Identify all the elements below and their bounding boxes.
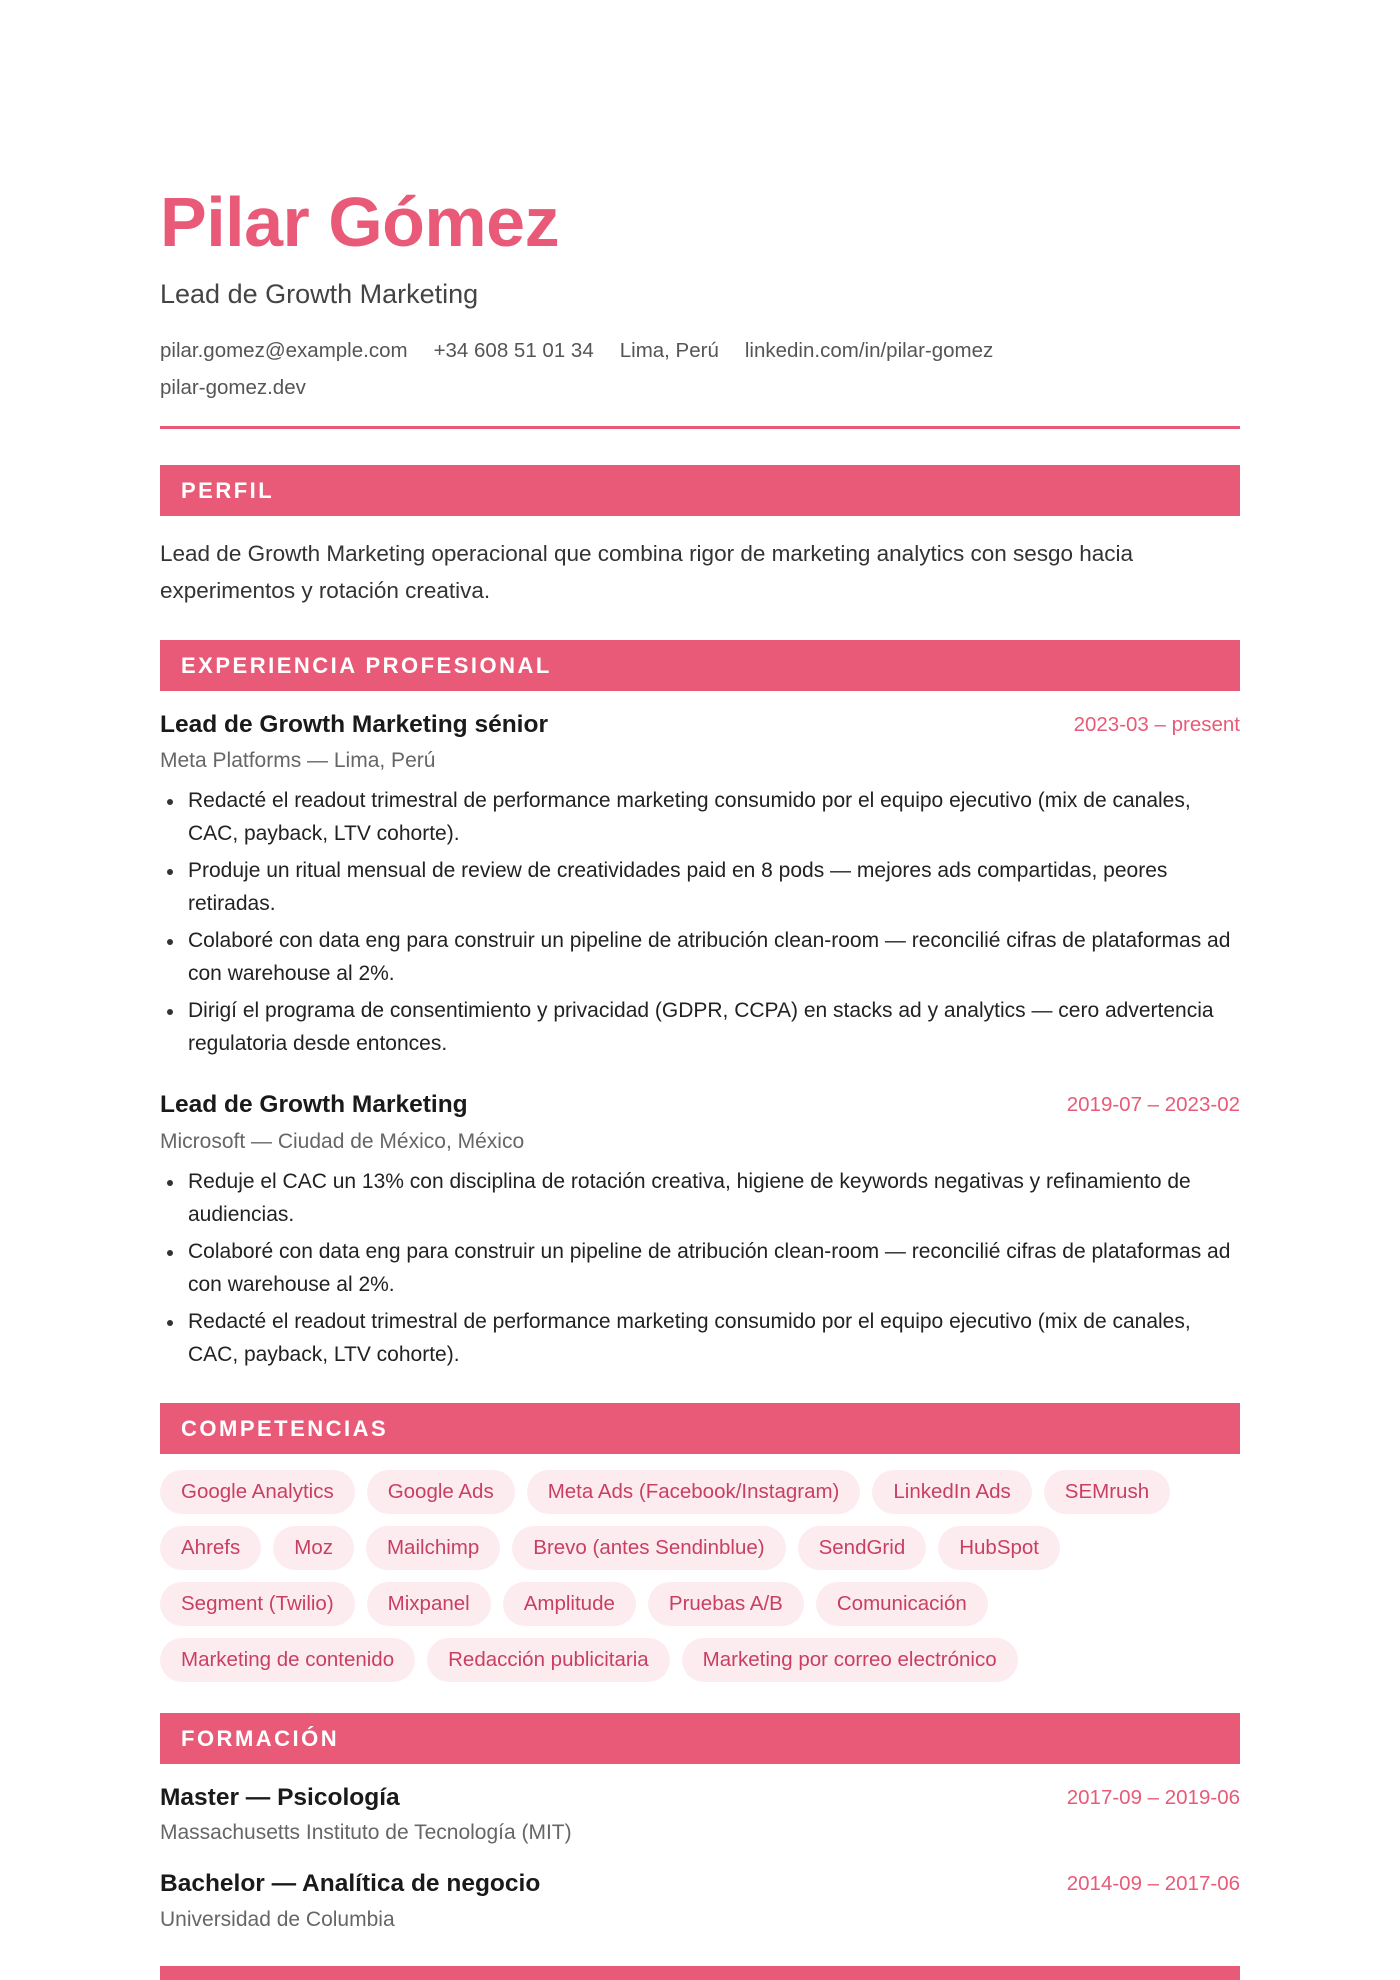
education-school: Universidad de Columbia (160, 1908, 395, 1931)
candidate-name: Pilar Gómez (160, 183, 560, 261)
next-section-bar (160, 1966, 1240, 1980)
job-bullets (160, 785, 1240, 1065)
section-header-profile: PERFIL (160, 465, 1240, 516)
skill-chip: Meta Ads (Facebook/Instagram) (527, 1470, 861, 1514)
job-title: Lead de Growth Marketing (160, 1091, 468, 1118)
section-header-experience: EXPERIENCIA PROFESIONAL (160, 640, 1240, 691)
skill-chip: Pruebas A/B (648, 1582, 804, 1626)
header-divider (160, 426, 1240, 429)
section-header-skills: COMPETENCIAS (160, 1403, 1240, 1454)
contact-list (160, 332, 1240, 406)
section-header-education: FORMACIÓN (160, 1713, 1240, 1764)
job-dates: 2019-07 – 2023-02 (1066, 1093, 1240, 1116)
skill-chip: Amplitude (503, 1582, 636, 1626)
skill-chip: Ahrefs (160, 1526, 261, 1570)
skill-chip: SEMrush (1044, 1470, 1170, 1514)
candidate-role: Lead de Growth Marketing (160, 279, 479, 309)
job-dates: 2023-03 – present (1073, 713, 1240, 736)
job-bullet: Redacté el readout trimestral de performance marketing consumido por el equipo ejecutivo (mix de canales, CAC, payback, LTV cohorte). (188, 785, 1240, 850)
skill-chip: Moz (273, 1526, 354, 1570)
job-bullets (160, 1166, 1240, 1376)
job-bullet: Redacté el readout trimestral de performance marketing consumido por el equipo ejecutivo (mix de canales, CAC, payback, LTV cohorte). (188, 1306, 1240, 1371)
skill-chip: Redacción publicitaria (427, 1638, 670, 1682)
education-school: Massachusetts Instituto de Tecnología (MIT) (160, 1821, 572, 1844)
education-dates: 2017-09 – 2019-06 (1066, 1786, 1240, 1809)
skills-list (160, 1470, 1240, 1682)
skill-chip: Marketing de contenido (160, 1638, 415, 1682)
contact-email[interactable]: pilar.gomez@example.com (160, 339, 408, 362)
job-company: Meta Platforms — Lima, Perú (160, 749, 436, 772)
skill-chip: Brevo (antes Sendinblue) (512, 1526, 785, 1570)
education-degree: Master — Psicología (160, 1784, 400, 1811)
skill-chip: Mailchimp (366, 1526, 500, 1570)
contact-phone[interactable]: +34 608 51 01 34 (433, 339, 594, 362)
contact-linkedin[interactable]: linkedin.com/in/pilar-gomez (744, 339, 994, 362)
job-bullet: Produje un ritual mensual de review de creatividades paid en 8 pods — mejores ads compartidas, peores retiradas. (188, 855, 1240, 920)
contact-location: Lima, Perú (619, 339, 719, 362)
education-dates: 2014-09 – 2017-06 (1066, 1872, 1240, 1895)
skill-chip: Marketing por correo electrónico (682, 1638, 1018, 1682)
skill-chip: HubSpot (938, 1526, 1060, 1570)
skill-chip: Google Ads (367, 1470, 515, 1514)
skill-chip: LinkedIn Ads (872, 1470, 1031, 1514)
education-degree: Bachelor — Analítica de negocio (160, 1870, 541, 1897)
job-bullet: Reduje el CAC un 13% con disciplina de rotación creativa, higiene de keywords negativas y refinamiento de audiencias. (188, 1166, 1240, 1231)
profile-summary: Lead de Growth Marketing operacional que combina rigor de marketing analytics con sesgo hacia experimentos y rotación creativa. (160, 541, 1134, 603)
job-title: Lead de Growth Marketing sénior (160, 711, 548, 738)
job-bullet: Colaboré con data eng para construir un pipeline de atribución clean-room — reconcilié cifras de plataformas ad con warehouse al 2%. (188, 1236, 1240, 1301)
job-company: Microsoft — Ciudad de México, México (160, 1130, 525, 1153)
skill-chip: Comunicación (816, 1582, 988, 1626)
job-bullet: Colaboré con data eng para construir un pipeline de atribución clean-room — reconcilié cifras de plataformas ad con warehouse al 2%. (188, 925, 1240, 990)
contact-website[interactable]: pilar-gomez.dev (160, 376, 306, 399)
job-bullet: Dirigí el programa de consentimiento y privacidad (GDPR, CCPA) en stacks ad y analytics — cero advertencia regulatoria desde entonces. (188, 995, 1240, 1060)
skill-chip: SendGrid (798, 1526, 927, 1570)
skill-chip: Segment (Twilio) (160, 1582, 355, 1626)
skill-chip: Google Analytics (160, 1470, 355, 1514)
skill-chip: Mixpanel (367, 1582, 491, 1626)
